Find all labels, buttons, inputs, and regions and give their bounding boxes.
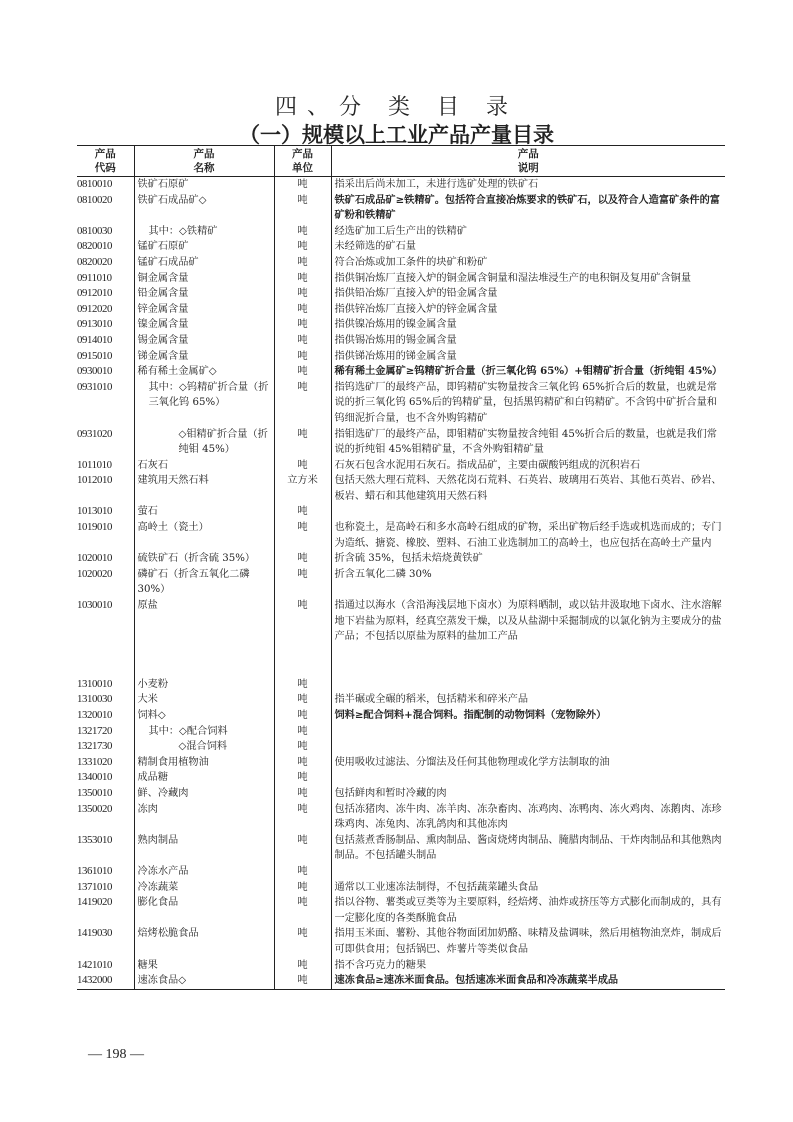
product-name: 锰矿石成品矿 (134, 255, 274, 271)
product-unit: 吨 (274, 677, 331, 693)
product-name: 膨化食品 (134, 895, 274, 926)
product-name: 硫铁矿石（折含硫 35%） (134, 551, 274, 567)
spacer (331, 661, 725, 677)
product-description: 指通过以海水（含沿海浅层地下卤水）为原料晒制，或以钻井汲取地下卤水、注水溶解地下岩盐为原料，经真空蒸发干燥，以及从盐湖中采掘制成的以氯化钠为主要成分的盐产品；不包括以原盐为原料的盐加工产品 (331, 598, 725, 645)
table-row (77, 833, 725, 864)
product-description (331, 724, 725, 740)
table-row (77, 802, 725, 833)
table-header-row (77, 146, 725, 177)
spacer (77, 645, 134, 661)
product-description: 石灰石包含水泥用石灰石。指成品矿，主要由碳酸钙组成的沉积岩石 (331, 458, 725, 474)
product-unit: 立方米 (274, 473, 331, 504)
product-unit: 吨 (274, 739, 331, 755)
product-unit: 吨 (274, 427, 331, 458)
product-name: 萤石 (134, 504, 274, 520)
header-line: 产品 (94, 148, 116, 160)
table-row (77, 286, 725, 302)
product-unit: 吨 (274, 786, 331, 802)
product-code: 0912020 (77, 302, 112, 315)
header-line: 产品 (517, 148, 539, 160)
product-unit: 吨 (274, 520, 331, 551)
header-line: 产品 (292, 148, 313, 160)
table-row (77, 333, 725, 349)
product-name: 铅金属含量 (134, 286, 274, 302)
product-description (331, 739, 725, 755)
product-name: 稀有稀土金属矿◇ (134, 364, 274, 380)
section-heading: 四、分 类 目 录 (275, 95, 518, 120)
product-code: 0913010 (77, 318, 112, 331)
product-code: 1432000 (77, 974, 112, 987)
product-code: 1340010 (77, 771, 112, 784)
product-unit: 吨 (274, 958, 331, 974)
table-row (77, 567, 725, 598)
product-unit: 吨 (274, 364, 331, 380)
product-name: 建筑用天然石料 (134, 473, 274, 504)
product-description: 指供锌冶炼厂直接入炉的锌金属含量 (331, 302, 725, 318)
product-code: 1310030 (77, 693, 112, 706)
table-row (77, 786, 725, 802)
product-unit: 吨 (274, 755, 331, 771)
product-unit: 吨 (274, 317, 331, 333)
spacer-row (77, 661, 725, 677)
product-code: 1350020 (77, 802, 112, 815)
product-description: 指用玉米面、薯粉、其他谷物面团加奶酪、味精及盐调味，然后用植物油烹炸，制成后可即供食用；包括锅巴、炸薯片等类似食品 (331, 926, 725, 957)
product-code: 0810020 (77, 193, 112, 206)
product-unit: 吨 (274, 724, 331, 740)
product-code: 1353010 (77, 833, 112, 846)
product-description: 折含硫 35%，包括未焙烧黄铁矿 (331, 551, 725, 567)
product-unit: 吨 (274, 833, 331, 864)
table-row (77, 926, 725, 957)
product-unit: 吨 (274, 973, 331, 989)
product-description: 速冻食品≥速冻米面食品。包括速冻米面食品和冷冻蔬菜半成品 (331, 973, 725, 989)
table-row (77, 973, 725, 989)
table-row (77, 380, 725, 427)
product-unit: 吨 (274, 333, 331, 349)
table-row (77, 177, 725, 193)
product-description: 折含五氧化二磷 30% (331, 567, 725, 598)
product-name: 其中：◇铁精矿 (134, 224, 274, 240)
table-row (77, 364, 725, 380)
product-description: 指供锡冶炼用的锡金属含量 (331, 333, 725, 349)
product-name: 焙烤松脆食品 (134, 926, 274, 957)
product-description: 包括鲜肉和暂时冷藏的肉 (331, 786, 725, 802)
product-description: 包括天然大理石荒料、天然花岗石荒料、石英岩、玻璃用石英岩、其他石英岩、砂岩、板岩、蜡石和其他建筑用天然石料 (331, 473, 725, 504)
table-body (77, 177, 725, 990)
product-name: 磷矿石（折含五氧化二磷 30%） (134, 567, 274, 598)
product-description: 包括冻猪肉、冻牛肉、冻羊肉、冻杂畜肉、冻鸡肉、冻鸭肉、冻火鸡肉、冻鹅肉、冻珍珠鸡肉、冻兔肉、冻乳鸽肉和其他冻肉 (331, 802, 725, 833)
product-name: 锡金属含量 (134, 333, 274, 349)
table-row (77, 598, 725, 645)
product-description (331, 864, 725, 880)
product-description: 指供锑冶炼用的锑金属含量 (331, 349, 725, 365)
product-name: 冷冻蔬菜 (134, 880, 274, 896)
header-line: 单位 (292, 162, 313, 174)
product-code: 0931010 (77, 380, 112, 393)
product-unit: 吨 (274, 692, 331, 708)
table-row (77, 520, 725, 551)
product-description: 经选矿加工后生产出的铁精矿 (331, 224, 725, 240)
product-unit: 吨 (274, 864, 331, 880)
product-description: 符合冶炼或加工条件的块矿和粉矿 (331, 255, 725, 271)
product-name: 其中：◇钨精矿折合量（折三氧化钨 65%） (134, 380, 274, 427)
spacer (77, 661, 134, 677)
product-code: 0820020 (77, 255, 112, 268)
spacer (274, 645, 331, 661)
header-line: 代码 (94, 162, 116, 174)
table-row (77, 708, 725, 724)
product-name: 冻肉 (134, 802, 274, 833)
product-code: 1331020 (77, 755, 112, 768)
product-code: 0914010 (77, 333, 112, 346)
table-row (77, 271, 725, 287)
product-code: 0820010 (77, 240, 112, 253)
product-catalog-table (77, 145, 725, 990)
product-code: 1310010 (77, 677, 112, 690)
product-unit: 吨 (274, 349, 331, 365)
table-row (77, 755, 725, 771)
product-unit: 吨 (274, 567, 331, 598)
product-unit: 吨 (274, 302, 331, 318)
product-description: 指不含巧克力的糖果 (331, 958, 725, 974)
product-code: 0911010 (77, 271, 112, 284)
product-name: 镍金属含量 (134, 317, 274, 333)
product-name: 熟肉制品 (134, 833, 274, 864)
product-code: 1030010 (77, 599, 112, 612)
spacer (331, 645, 725, 661)
header-line: 产品 (193, 148, 215, 160)
table-row (77, 458, 725, 474)
product-description: 指钼选矿厂的最终产品，即钼精矿实物量按含纯钼 45%折合后的数量，也就是我们常说的折纯钼 45%钼精矿量，不含外购钼精矿量 (331, 427, 725, 458)
header-line: 名称 (193, 162, 215, 174)
product-name: ◇钼精矿折合量（折纯钼 45%） (134, 427, 274, 458)
product-name: 锰矿石原矿 (134, 239, 274, 255)
product-name: 铁矿石成品矿◇ (134, 193, 274, 224)
page-number: — 198 — (88, 1047, 144, 1062)
product-description: 稀有稀土金属矿≥钨精矿折合量（折三氧化钨 65%）+钼精矿折合量（折纯钼 45%） (331, 364, 725, 380)
product-description: 也称瓷土，是高岭石和多水高岭石组成的矿物，采出矿物后经手选或机选而成的；专门为造纸、搪瓷、橡胶、塑料、石油工业选制加工的高岭土，也应包括在高岭土产量内 (331, 520, 725, 551)
table-row (77, 739, 725, 755)
product-code: 1020020 (77, 567, 112, 580)
product-name: 饲料◇ (134, 708, 274, 724)
product-code: 1012010 (77, 474, 112, 487)
table-row (77, 692, 725, 708)
table-row (77, 224, 725, 240)
product-code: 0810030 (77, 224, 112, 237)
table-row (77, 193, 725, 224)
product-unit: 吨 (274, 380, 331, 427)
column-header-description (331, 146, 725, 177)
product-unit: 吨 (274, 286, 331, 302)
product-description: 使用吸收过滤法、分馏法及任何其他物理或化学方法制取的油 (331, 755, 725, 771)
product-code: 1321720 (77, 724, 112, 737)
column-header-unit (274, 146, 331, 177)
product-description: 指供镍冶炼用的镍金属含量 (331, 317, 725, 333)
product-unit: 吨 (274, 239, 331, 255)
column-header-code (77, 146, 134, 177)
product-name: 速冻食品◇ (134, 973, 274, 989)
product-code: 1421010 (77, 958, 112, 971)
table-row (77, 724, 725, 740)
product-unit: 吨 (274, 770, 331, 786)
product-description: 包括蒸煮香肠制品、熏肉制品、酱卤烧烤肉制品、腌腊肉制品、干炸肉制品和其他熟肉制品。不包括罐头制品 (331, 833, 725, 864)
table-row (77, 504, 725, 520)
product-description (331, 504, 725, 520)
product-code: 1011010 (77, 458, 112, 471)
product-name: 铜金属含量 (134, 271, 274, 287)
product-name: 鲜、冷藏肉 (134, 786, 274, 802)
product-unit: 吨 (274, 880, 331, 896)
spacer-row (77, 645, 725, 661)
product-unit: 吨 (274, 504, 331, 520)
table-row (77, 770, 725, 786)
product-unit: 吨 (274, 895, 331, 926)
product-code: 1013010 (77, 505, 112, 518)
product-code: 1320010 (77, 709, 112, 721)
product-name: 大米 (134, 692, 274, 708)
header-line: 说明 (517, 162, 539, 174)
product-unit: 吨 (274, 551, 331, 567)
product-name: 原盐 (134, 598, 274, 645)
product-description: 指以谷物、薯类或豆类等为主要原料，经焙烤、油炸或挤压等方式膨化而制成的，具有一定膨化度的各类酥脆食品 (331, 895, 725, 926)
product-description: 指半碾或全碾的稻米，包括精米和碎米产品 (331, 692, 725, 708)
product-unit: 吨 (274, 271, 331, 287)
product-code: 1419030 (77, 927, 112, 940)
product-description: 指钨选矿厂的最终产品，即钨精矿实物量按含三氧化钨 65%折合后的数量，也就是常说的折三氧化钨 65%后的钨精矿量，包括黑钨精矿和白钨精矿。不含钨中矿折合量和钨细泥折合量，也不含外购钨精矿 (331, 380, 725, 427)
product-description: 铁矿石成品矿≥铁精矿。包括符合直接冶炼要求的铁矿石，以及符合人造富矿条件的富矿粉和铁精矿 (331, 193, 725, 224)
product-description (331, 770, 725, 786)
product-name: 精制食用植物油 (134, 755, 274, 771)
product-code: 0931020 (77, 427, 112, 440)
table-row (77, 551, 725, 567)
product-name: 铁矿石原矿 (134, 177, 274, 193)
product-unit: 吨 (274, 193, 331, 224)
product-name: 石灰石 (134, 458, 274, 474)
product-unit: 吨 (274, 224, 331, 240)
product-unit: 吨 (274, 598, 331, 645)
product-code: 1419020 (77, 896, 112, 909)
product-name: 高岭土（瓷土） (134, 520, 274, 551)
product-unit: 吨 (274, 458, 331, 474)
product-description: 通常以工业速冻法制得，不包括蔬菜罐头食品 (331, 880, 725, 896)
table-row (77, 677, 725, 693)
product-code: 1020010 (77, 552, 112, 565)
product-description: 指供铅冶炼厂直接入炉的铅金属含量 (331, 286, 725, 302)
table-row (77, 958, 725, 974)
product-code: 1361010 (77, 864, 112, 877)
product-code: 0810010 (77, 178, 112, 190)
table-row (77, 880, 725, 896)
product-unit: 吨 (274, 708, 331, 724)
product-code: 1321730 (77, 740, 112, 753)
product-name: 锑金属含量 (134, 349, 274, 365)
table-row (77, 895, 725, 926)
product-code: 0915010 (77, 349, 112, 362)
table-row (77, 239, 725, 255)
product-description: 未经筛选的矿石量 (331, 239, 725, 255)
table-row (77, 473, 725, 504)
table-row (77, 255, 725, 271)
table-row (77, 302, 725, 318)
product-name: 冷冻水产品 (134, 864, 274, 880)
spacer (134, 661, 274, 677)
product-code: 1350010 (77, 786, 112, 799)
product-description: 指供铜冶炼厂直接入炉的铜金属含铜量和湿法堆浸生产的电积铜及复用矿含铜量 (331, 271, 725, 287)
product-code: 0930010 (77, 365, 112, 378)
product-name: 其中：◇配合饲料 (134, 724, 274, 740)
product-code: 0912010 (77, 287, 112, 300)
table-row (77, 864, 725, 880)
product-name: 成品糖 (134, 770, 274, 786)
product-unit: 吨 (274, 255, 331, 271)
product-unit: 吨 (274, 802, 331, 833)
product-name: 锌金属含量 (134, 302, 274, 318)
product-unit: 吨 (274, 926, 331, 957)
product-unit: 吨 (274, 177, 331, 193)
product-name: 小麦粉 (134, 677, 274, 693)
product-description (331, 677, 725, 693)
product-code: 1371010 (77, 880, 112, 893)
table-row (77, 317, 725, 333)
product-name: 糖果 (134, 958, 274, 974)
product-code: 1019010 (77, 521, 112, 534)
spacer (274, 661, 331, 677)
product-description: 指采出后尚未加工，未进行选矿处理的铁矿石 (331, 177, 725, 193)
product-name: ◇混合饲料 (134, 739, 274, 755)
column-header-name (134, 146, 274, 177)
table-row (77, 349, 725, 365)
spacer (134, 645, 274, 661)
table-title: （一）规模以上工业产品产量目录 (239, 123, 554, 147)
product-description: 饲料≥配合饲料+混合饲料。指配制的动物饲料（宠物除外） (331, 708, 725, 724)
table-row (77, 427, 725, 458)
